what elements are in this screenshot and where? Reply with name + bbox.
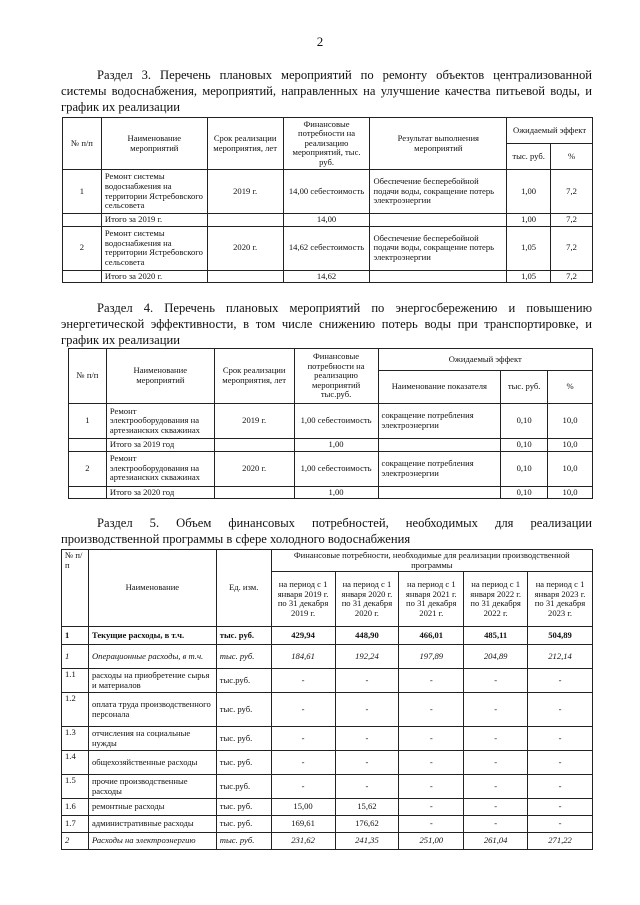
table-cell: - — [464, 816, 528, 833]
table-cell: 184,61 — [271, 645, 335, 669]
table-cell: 2020 г. — [214, 451, 294, 486]
col-term: Срок реализации мероприятия, лет — [207, 118, 283, 170]
col-pct: % — [548, 371, 593, 404]
table-cell: 0,10 — [501, 404, 548, 439]
table-cell — [207, 214, 283, 227]
table-cell: 1 — [69, 404, 107, 439]
table-cell: 1.3 — [62, 727, 89, 751]
col-period-2019: на период с 1 января 2019 г. по 31 декабря 2019 г. — [271, 572, 335, 627]
table-cell: 192,24 — [335, 645, 399, 669]
col-fin: Финансовые потребности, необходимые для реализации производственной программы — [271, 550, 592, 572]
table-cell: тыс.руб. — [216, 775, 271, 799]
table-cell: 231,62 — [271, 833, 335, 850]
section-5-title: Раздел 5. Объем финансовых потребностей, необходимых для реализации производственной программы в сфере холодного водоснабжения — [61, 516, 592, 546]
table-cell — [370, 214, 507, 227]
table-cell: - — [335, 693, 399, 727]
table-cell: - — [464, 727, 528, 751]
table-cell: Итого за 2020 г. — [101, 270, 207, 283]
col-thous: тыс. руб. — [507, 144, 551, 170]
table-cell: 2 — [69, 451, 107, 486]
table-row-total — [69, 486, 593, 499]
table-row — [62, 833, 593, 850]
table-cell: Ремонт системы водоснабжения на территории Ястребовского сельсовета — [101, 170, 207, 214]
table-cell: 1,00 — [507, 170, 551, 214]
table-cell: - — [528, 751, 593, 775]
table-cell: 448,90 — [335, 627, 399, 645]
table-cell: общехозяйственные расходы — [88, 751, 216, 775]
table-cell: 7,2 — [551, 214, 593, 227]
table-row — [62, 669, 593, 693]
col-period-2021: на период с 1 января 2021 г. по 31 декабря 2021 г. — [399, 572, 464, 627]
table-cell: 466,01 — [399, 627, 464, 645]
table-cell: отчисления на социальные нужды — [88, 727, 216, 751]
table-cell: - — [528, 693, 593, 727]
col-num: № п/п — [63, 118, 102, 170]
table-cell: 2 — [63, 226, 102, 270]
table-row-total — [63, 214, 593, 227]
table-cell: 1.2 — [62, 693, 89, 727]
table-cell: прочие производственные расходы — [88, 775, 216, 799]
table-cell: тыс. руб. — [216, 727, 271, 751]
table-cell: 14,00 себестоимость — [283, 170, 370, 214]
table-cell: 2020 г. — [207, 226, 283, 270]
table-cell: - — [464, 751, 528, 775]
table-cell: 2 — [62, 833, 89, 850]
table-row — [69, 404, 593, 439]
table-cell: 1.5 — [62, 775, 89, 799]
table-cell: Обеспечение бесперебойной подачи воды, сокращение потерь электроэнергии — [370, 226, 507, 270]
table-cell: 169,61 — [271, 816, 335, 833]
col-pct: % — [551, 144, 593, 170]
col-fin: Финансовые потребности на реализацию мероприятий, тыс. руб. — [283, 118, 370, 170]
table-row — [63, 170, 593, 214]
table-cell: 7,2 — [551, 170, 593, 214]
section-3-table — [62, 117, 593, 283]
table-cell: 1.4 — [62, 751, 89, 775]
table-cell — [69, 439, 107, 452]
col-fin: Финансовые потребности на реализацию мероприятий тыс.руб. — [294, 349, 378, 404]
table-cell: 15,62 — [335, 799, 399, 816]
section-4-table — [68, 348, 593, 499]
table-cell: - — [271, 751, 335, 775]
table-cell: - — [464, 775, 528, 799]
table-cell: 1.1 — [62, 669, 89, 693]
table-cell: Итого за 2019 год — [106, 439, 214, 452]
table-cell: сокращение потребления электроэнергии — [378, 451, 501, 486]
table-cell: сокращение потребления электроэнергии — [378, 404, 501, 439]
table-row — [62, 645, 593, 669]
table-cell: 271,22 — [528, 833, 593, 850]
table-cell: 1,05 — [507, 226, 551, 270]
table-cell: тыс. руб. — [216, 833, 271, 850]
table-row — [62, 816, 593, 833]
table-cell: - — [335, 727, 399, 751]
table-row-total — [69, 439, 593, 452]
table-row — [62, 727, 593, 751]
table-cell: - — [271, 693, 335, 727]
col-name: Наименование мероприятий — [101, 118, 207, 170]
table-cell: 1 — [62, 645, 89, 669]
table-cell: - — [335, 751, 399, 775]
table-cell: 197,89 — [399, 645, 464, 669]
table-cell: - — [399, 751, 464, 775]
col-effect: Ожидаемый эффект — [507, 118, 593, 144]
col-num: № п/п — [62, 550, 89, 627]
table-row — [62, 799, 593, 816]
table-cell — [63, 214, 102, 227]
table-row-total — [63, 270, 593, 283]
table-cell: 14,00 — [283, 214, 370, 227]
table-cell: тыс.руб. — [216, 669, 271, 693]
table-cell: тыс. руб. — [216, 751, 271, 775]
col-period-2020: на период с 1 января 2020 г. по 31 декабря 2020 г. — [335, 572, 399, 627]
table-cell: - — [399, 775, 464, 799]
table-cell: 1,05 — [507, 270, 551, 283]
table-cell: - — [399, 693, 464, 727]
table-cell: - — [399, 799, 464, 816]
col-result: Результат выполнения мероприятий — [370, 118, 507, 170]
table-cell: 212,14 — [528, 645, 593, 669]
table-cell: 15,00 — [271, 799, 335, 816]
table-cell: 1,00 себестоимость — [294, 404, 378, 439]
table-cell: 241,35 — [335, 833, 399, 850]
section-4-title: Раздел 4. Перечень плановых мероприятий по энергосбережению и повышению энергетической эффективности, в том числе снижению потерь воды при транспортировке, и график их реализации — [61, 301, 592, 347]
table-cell: расходы на приобретение сырья и материалов — [88, 669, 216, 693]
table-cell: 1,00 себестоимость — [294, 451, 378, 486]
table-row — [62, 693, 593, 727]
table-cell — [69, 486, 107, 499]
table-cell: тыс. руб. — [216, 799, 271, 816]
col-effect: Ожидаемый эффект — [378, 349, 593, 371]
table-cell: - — [271, 669, 335, 693]
table-cell: 7,2 — [551, 270, 593, 283]
table-cell: - — [528, 799, 593, 816]
table-cell: тыс. руб. — [216, 693, 271, 727]
col-num: № п/п — [69, 349, 107, 404]
table-cell: 504,89 — [528, 627, 593, 645]
table-cell: 10,0 — [548, 486, 593, 499]
table-cell: 204,89 — [464, 645, 528, 669]
table-cell: тыс. руб. — [216, 816, 271, 833]
table-cell: 2019 г. — [214, 404, 294, 439]
table-cell: - — [528, 669, 593, 693]
table-cell: 0,10 — [501, 451, 548, 486]
col-period-2022: на период с 1 января 2022 г. по 31 декабря 2022 г. — [464, 572, 528, 627]
table-row — [62, 775, 593, 799]
table-cell: - — [464, 693, 528, 727]
table-cell: Ремонт электрооборудования на артезианских скважинах — [106, 404, 214, 439]
table-cell: 10,0 — [548, 404, 593, 439]
table-cell: 14,62 — [283, 270, 370, 283]
table-cell: - — [399, 669, 464, 693]
table-cell: тыс. руб. — [216, 627, 271, 645]
table-cell: - — [335, 775, 399, 799]
table-cell: 261,04 — [464, 833, 528, 850]
table-cell — [378, 486, 501, 499]
table-cell — [63, 270, 102, 283]
table-cell: - — [464, 799, 528, 816]
table-cell — [214, 486, 294, 499]
table-cell: 7,2 — [551, 226, 593, 270]
table-cell: 176,62 — [335, 816, 399, 833]
table-cell: Обеспечение бесперебойной подачи воды, сокращение потерь электроэнергии — [370, 170, 507, 214]
table-cell: 429,94 — [271, 627, 335, 645]
table-row — [69, 451, 593, 486]
table-cell — [370, 270, 507, 283]
table-cell: 1 — [62, 627, 89, 645]
table-cell: - — [528, 727, 593, 751]
table-cell: 485,11 — [464, 627, 528, 645]
table-cell: - — [528, 816, 593, 833]
table-cell: - — [271, 727, 335, 751]
table-cell: 14,62 себестоимость — [283, 226, 370, 270]
table-cell: ремонтные расходы — [88, 799, 216, 816]
table-cell: 1,00 — [294, 486, 378, 499]
col-name: Наименование — [88, 550, 216, 627]
col-name: Наименование мероприятий — [106, 349, 214, 404]
table-cell: - — [399, 727, 464, 751]
table-cell: оплата труда производственного персонала — [88, 693, 216, 727]
table-cell: - — [271, 775, 335, 799]
table-cell: 2019 г. — [207, 170, 283, 214]
col-unit: Ед. изм. — [216, 550, 271, 627]
col-term: Срок реализации мероприятия, лет — [214, 349, 294, 404]
table-cell: - — [464, 669, 528, 693]
page-number: 2 — [316, 34, 324, 49]
table-cell: 0,10 — [501, 486, 548, 499]
table-cell — [207, 270, 283, 283]
table-cell: Ремонт электрооборудования на артезианских скважинах — [106, 451, 214, 486]
col-period-2023: на период с 1 января 2023 г. по 31 декабря 2023 г. — [528, 572, 593, 627]
table-cell: Операционные расходы, в т.ч. — [88, 645, 216, 669]
table-row — [62, 751, 593, 775]
table-row — [63, 226, 593, 270]
table-cell: 1.6 — [62, 799, 89, 816]
col-thous: тыс. руб. — [501, 371, 548, 404]
table-cell: - — [335, 669, 399, 693]
section-3-title: Раздел 3. Перечень плановых мероприятий по ремонту объектов централизованной системы водоснабжения, мероприятий, направленных на улучшение качества питьевой воды, и график их реализации — [61, 68, 592, 114]
table-cell: 1,00 — [294, 439, 378, 452]
table-cell: Расходы на электроэнергию — [88, 833, 216, 850]
table-cell: 0,10 — [501, 439, 548, 452]
table-cell: Итого за 2019 г. — [101, 214, 207, 227]
table-cell: тыс. руб. — [216, 645, 271, 669]
table-cell: 10,0 — [548, 451, 593, 486]
table-cell: 1.7 — [62, 816, 89, 833]
table-cell: административные расходы — [88, 816, 216, 833]
table-cell: - — [528, 775, 593, 799]
table-cell: 10,0 — [548, 439, 593, 452]
table-cell: Ремонт системы водоснабжения на территории Ястребовского сельсовета — [101, 226, 207, 270]
table-cell: 1,00 — [507, 214, 551, 227]
table-cell: - — [399, 816, 464, 833]
table-cell — [214, 439, 294, 452]
table-cell: Текущие расходы, в т.ч. — [88, 627, 216, 645]
col-indicator: Наименование показателя — [378, 371, 501, 404]
table-cell: Итого за 2020 год — [106, 486, 214, 499]
table-cell: 251,00 — [399, 833, 464, 850]
table-row — [62, 627, 593, 645]
table-cell: 1 — [63, 170, 102, 214]
table-cell — [378, 439, 501, 452]
section-5-table — [61, 549, 593, 850]
